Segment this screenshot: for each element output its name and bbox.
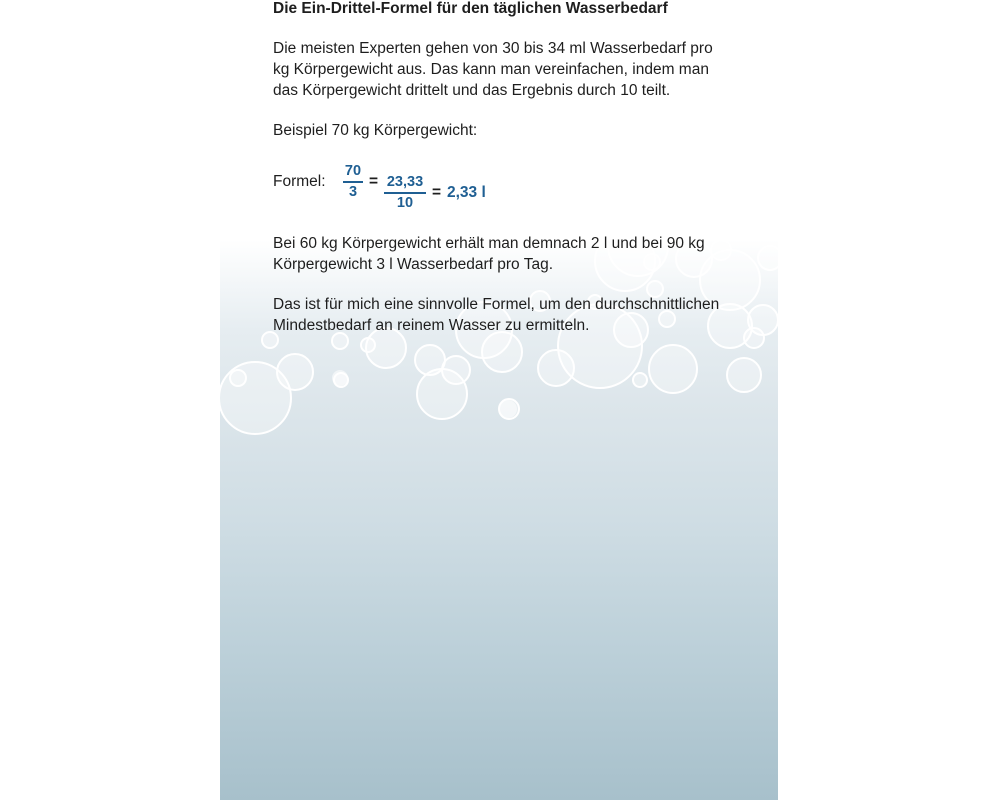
fraction-bar: [384, 192, 426, 194]
weight-examples-line: Bei 60 kg Körpergewicht erhält man demnach 2 l und bei 90 kg: [273, 235, 705, 252]
fraction-23-33-over-10: [384, 174, 426, 212]
document-page: [220, 0, 778, 800]
page-title: Die Ein-Drittel-Formel für den täglichen Wasserbedarf: [273, 0, 668, 17]
fraction-denominator: 10: [396, 194, 414, 211]
conclusion-line: Mindestbedarf an reinem Wasser zu ermitteln.: [273, 317, 590, 334]
fraction-numerator: 70: [344, 163, 362, 179]
conclusion-line: Das ist für mich eine sinnvolle Formel, um den durchschnittlichen: [273, 296, 720, 313]
intro-line: Die meisten Experten gehen von 30 bis 34 ml Wasserbedarf pro: [273, 40, 713, 57]
fraction-denominator: 3: [348, 183, 358, 200]
example-line: Beispiel 70 kg Körpergewicht:: [273, 122, 478, 139]
fraction-bar: [343, 181, 363, 183]
weight-examples-line: Körpergewicht 3 l Wasserbedarf pro Tag.: [273, 256, 553, 273]
formula: [273, 160, 573, 210]
fraction-70-over-3: [343, 163, 363, 201]
fraction-numerator: 23,33: [386, 174, 424, 190]
formula-label: Formel:: [273, 173, 326, 190]
conclusion-paragraph: [273, 294, 763, 336]
equals-sign: =: [432, 184, 442, 201]
equals-sign: =: [369, 173, 379, 190]
intro-paragraph: [273, 38, 763, 101]
intro-line: kg Körpergewicht aus. Das kann man vereinfachen, indem man: [273, 61, 709, 78]
formula-result: 2,33 l: [447, 184, 486, 201]
intro-line: das Körpergewicht drittelt und das Ergebnis durch 10 teilt.: [273, 82, 671, 99]
weight-examples-paragraph: [273, 233, 763, 275]
